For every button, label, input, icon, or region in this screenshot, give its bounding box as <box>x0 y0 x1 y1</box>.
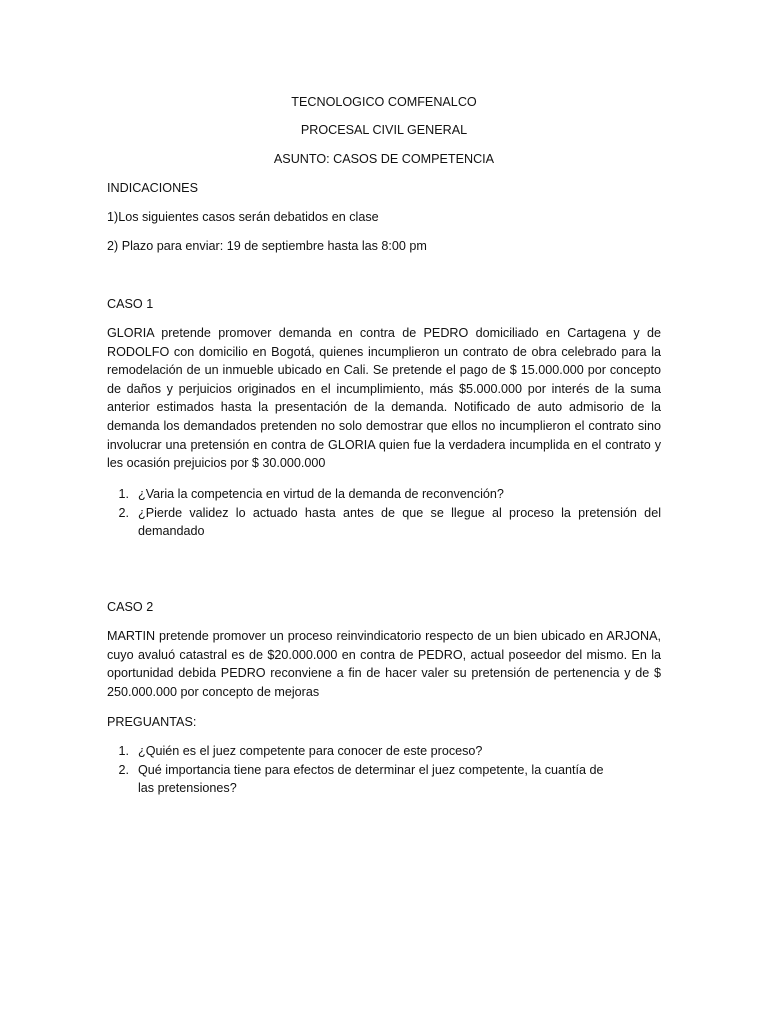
list-number: 2. <box>118 762 129 777</box>
institution-title: TECNOLOGICO COMFENALCO <box>291 95 477 109</box>
case1-questions <box>107 485 661 541</box>
question-text: ¿Quién es el juez competente para conocer de este proceso? <box>138 744 483 758</box>
list-number: 2. <box>118 505 129 520</box>
list-item <box>107 485 661 504</box>
course-title: PROCESAL CIVIL GENERAL <box>300 123 468 137</box>
question-text: ¿Varia la competencia en virtud de la demanda de reconvención? <box>138 487 504 501</box>
list-number: 1. <box>118 487 129 501</box>
instruction-item: 1)Los siguientes casos serán debatidos en clase <box>107 210 379 224</box>
instruction-item: 2) Plazo para enviar: 19 de septiembre hasta las 8:00 pm <box>107 239 427 253</box>
list-item <box>107 761 618 798</box>
list-item <box>107 504 661 541</box>
instructions-heading: INDICACIONES <box>107 181 198 195</box>
case1-heading: CASO 1 <box>107 297 154 311</box>
question-text: Qué importancia tiene para efectos de determinar el juez competente, la cuantía de las pretensiones? <box>138 762 604 796</box>
questions-heading: PREGUANTAS: <box>107 715 197 729</box>
case2-heading: CASO 2 <box>107 600 154 614</box>
case2-questions <box>107 742 661 798</box>
question-text: ¿Pierde validez lo actuado hasta antes de que se llegue al proceso la pretensión del demandado <box>138 505 661 539</box>
subject-title: ASUNTO: CASOS DE COMPETENCIA <box>273 152 495 166</box>
list-item <box>107 742 661 761</box>
case1-text: GLORIA pretende promover demanda en contra de PEDRO domiciliado en Cartagena y de RODOLFO con domicilio en Bogotá, quienes incumplieron un contrato de obra celebrado para la remodelación de un inmueble ubicado en Cali. Se pretende el pago de $ 15.000.000 por concepto de daños y perjuicios originados en el incumplimiento, más $5.000.000 por interés de la suma anterior estimados hasta la presentación de la demanda. Notificado de auto admisorio de la demanda los demandados pretenden no solo demostrar que ellos no incumplieron el contrato sino involucrar una pretensión en contra de GLORIA quien fue la verdadera incumplida en el contrato y les ocasión prejuicios por $ 30.000.000 <box>107 326 661 471</box>
case2-text: MARTIN pretende promover un proceso reinvindicatorio respecto de un bien ubicado en ARJONA, cuyo avaluó catastral es de $20.000.000 en contra de PEDRO, actual poseedor del mismo. En la oportunidad debida PEDRO reconviene a fin de hacer valer su pretensión de pertenencia y de $ 250.000.000 por concepto de mejoras <box>107 629 661 699</box>
list-number: 1. <box>118 744 129 758</box>
